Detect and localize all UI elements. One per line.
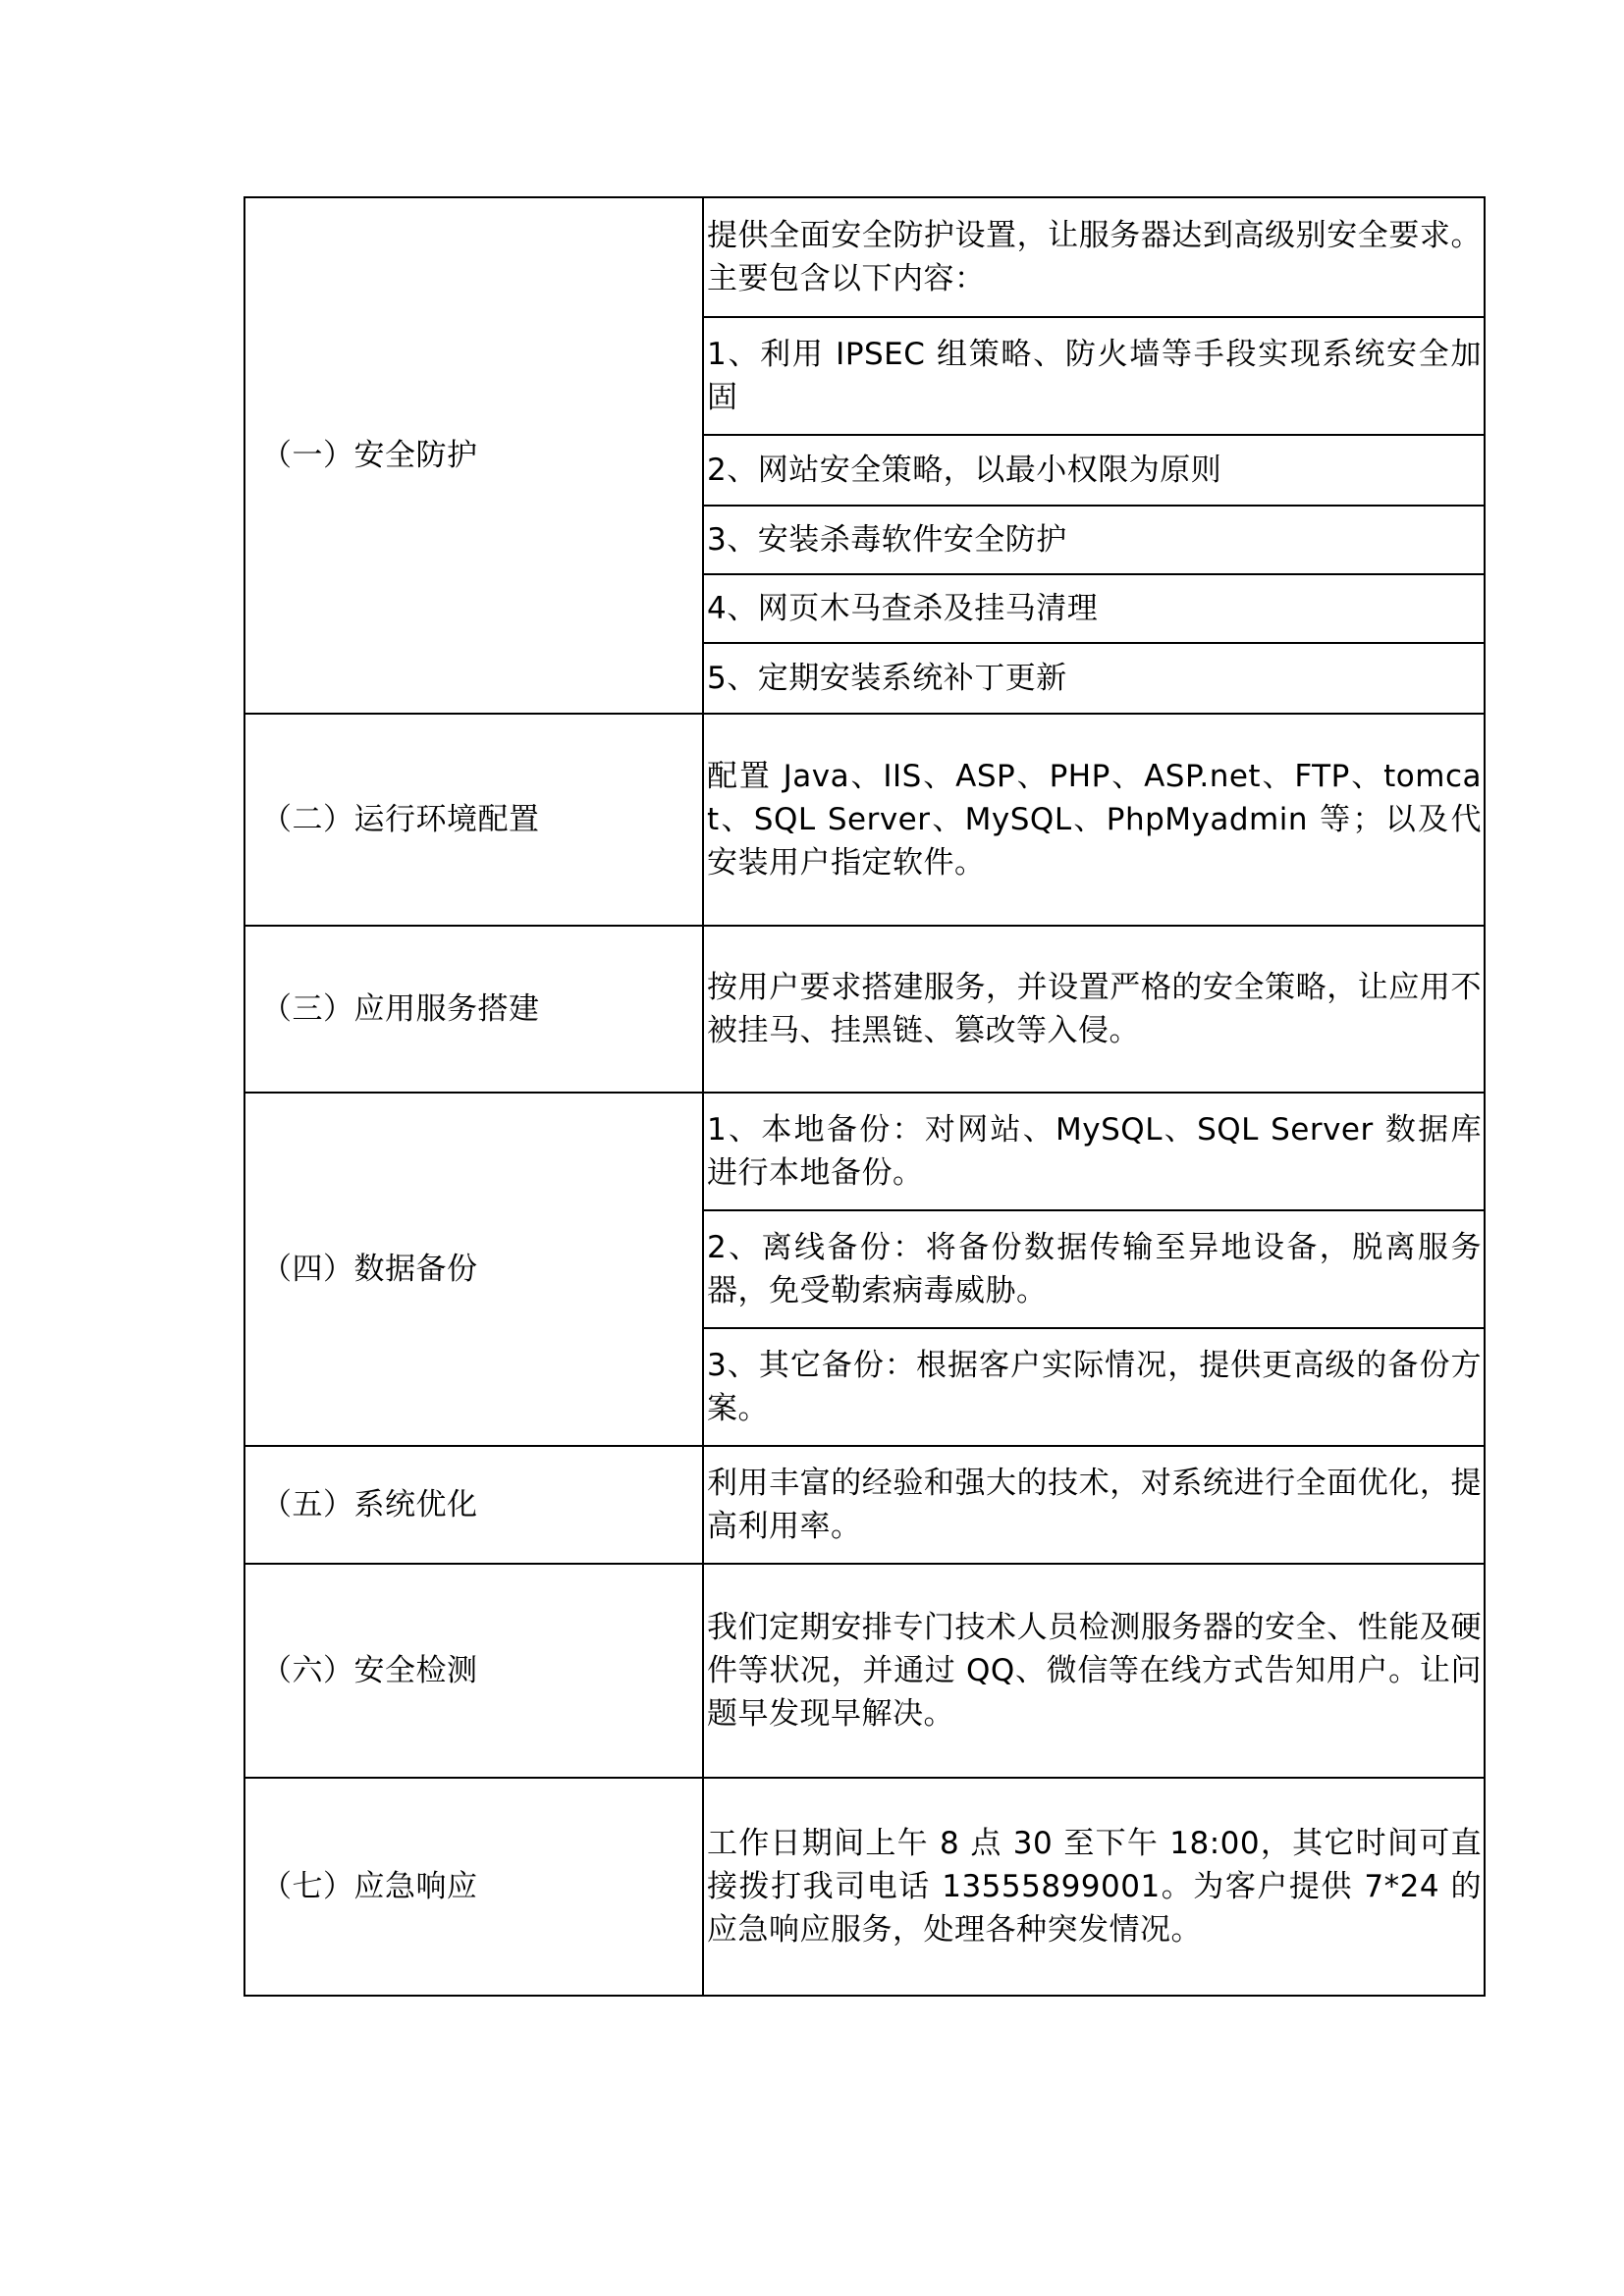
description-text: 配置 Java、IIS、ASP、PHP、ASP.net、FTP、tomcat、SQL Server、MySQL、PhpMyadmin 等；以及代安装用户指定软件。: [707, 759, 1482, 881]
description-cell: [703, 1210, 1485, 1328]
description-cell: [703, 714, 1485, 926]
description-text: 我们定期安排专门技术人员检测服务器的安全、性能及硬件等状况，并通过 QQ、微信等在线方式告知用户。让问题早发现早解决。: [707, 1610, 1482, 1732]
description-cell: [703, 1446, 1485, 1564]
description-text: 利用丰富的经验和强大的技术，对系统进行全面优化，提高利用率。: [707, 1466, 1482, 1544]
description-cell: [703, 197, 1485, 317]
description-text: 5、定期安装系统补丁更新: [707, 661, 1067, 696]
table-row: [244, 1564, 1485, 1778]
description-text: 3、其它备份：根据客户实际情况，提供更高级的备份方案。: [707, 1348, 1482, 1426]
category-cell: [244, 1778, 703, 1996]
description-cell: [703, 1093, 1485, 1210]
category-cell: [244, 197, 703, 714]
table-row: [244, 926, 1485, 1093]
description-cell: [703, 1328, 1485, 1446]
table-row: [244, 714, 1485, 926]
description-cell: [703, 435, 1485, 506]
description-cell: [703, 574, 1485, 643]
description-text: 2、离线备份：将备份数据传输至异地设备，脱离服务器，免受勒索病毒威胁。: [707, 1230, 1482, 1308]
category-cell: [244, 1446, 703, 1564]
table-row: [244, 1446, 1485, 1564]
table-row: [244, 197, 1485, 317]
category-cell: [244, 1564, 703, 1778]
description-text: 2、网站安全策略，以最小权限为原则: [707, 453, 1222, 488]
description-text: 4、网页木马查杀及挂马清理: [707, 591, 1099, 626]
description-text: 1、利用 IPSEC 组策略、防火墙等手段实现系统安全加固: [707, 337, 1482, 415]
description-cell: [703, 1564, 1485, 1778]
description-text: 按用户要求搭建服务，并设置严格的安全策略，让应用不被挂马、挂黑链、篡改等入侵。: [707, 970, 1482, 1048]
description-text: 3、安装杀毒软件安全防护: [707, 522, 1067, 558]
category-cell: [244, 926, 703, 1093]
category-cell: [244, 714, 703, 926]
category-cell: [244, 1093, 703, 1446]
table-row: [244, 1778, 1485, 1996]
category-label: （四）数据备份: [261, 1252, 478, 1287]
description-text: 1、本地备份：对网站、MySQL、SQL Server 数据库进行本地备份。: [707, 1112, 1482, 1191]
category-label: （七）应急响应: [261, 1869, 478, 1904]
category-label: （六）安全检测: [261, 1653, 478, 1688]
category-label: （三）应用服务搭建: [261, 991, 540, 1027]
description-cell: [703, 1778, 1485, 1996]
description-text: 工作日期间上午 8 点 30 至下午 18:00，其它时间可直接拨打我司电话 13555899001。为客户提供 7*24 的应急响应服务，处理各种突发情况。: [707, 1826, 1482, 1948]
category-label: （五）系统优化: [261, 1487, 478, 1522]
service-table: [244, 196, 1486, 1997]
table-row: [244, 1093, 1485, 1210]
description-cell: [703, 643, 1485, 714]
description-cell: [703, 317, 1485, 435]
description-text: 提供全面安全防护设置，让服务器达到高级别安全要求。主要包含以下内容：: [707, 218, 1482, 296]
description-cell: [703, 506, 1485, 574]
category-label: （一）安全防护: [261, 438, 478, 473]
description-cell: [703, 926, 1485, 1093]
category-label: （二）运行环境配置: [261, 802, 540, 837]
